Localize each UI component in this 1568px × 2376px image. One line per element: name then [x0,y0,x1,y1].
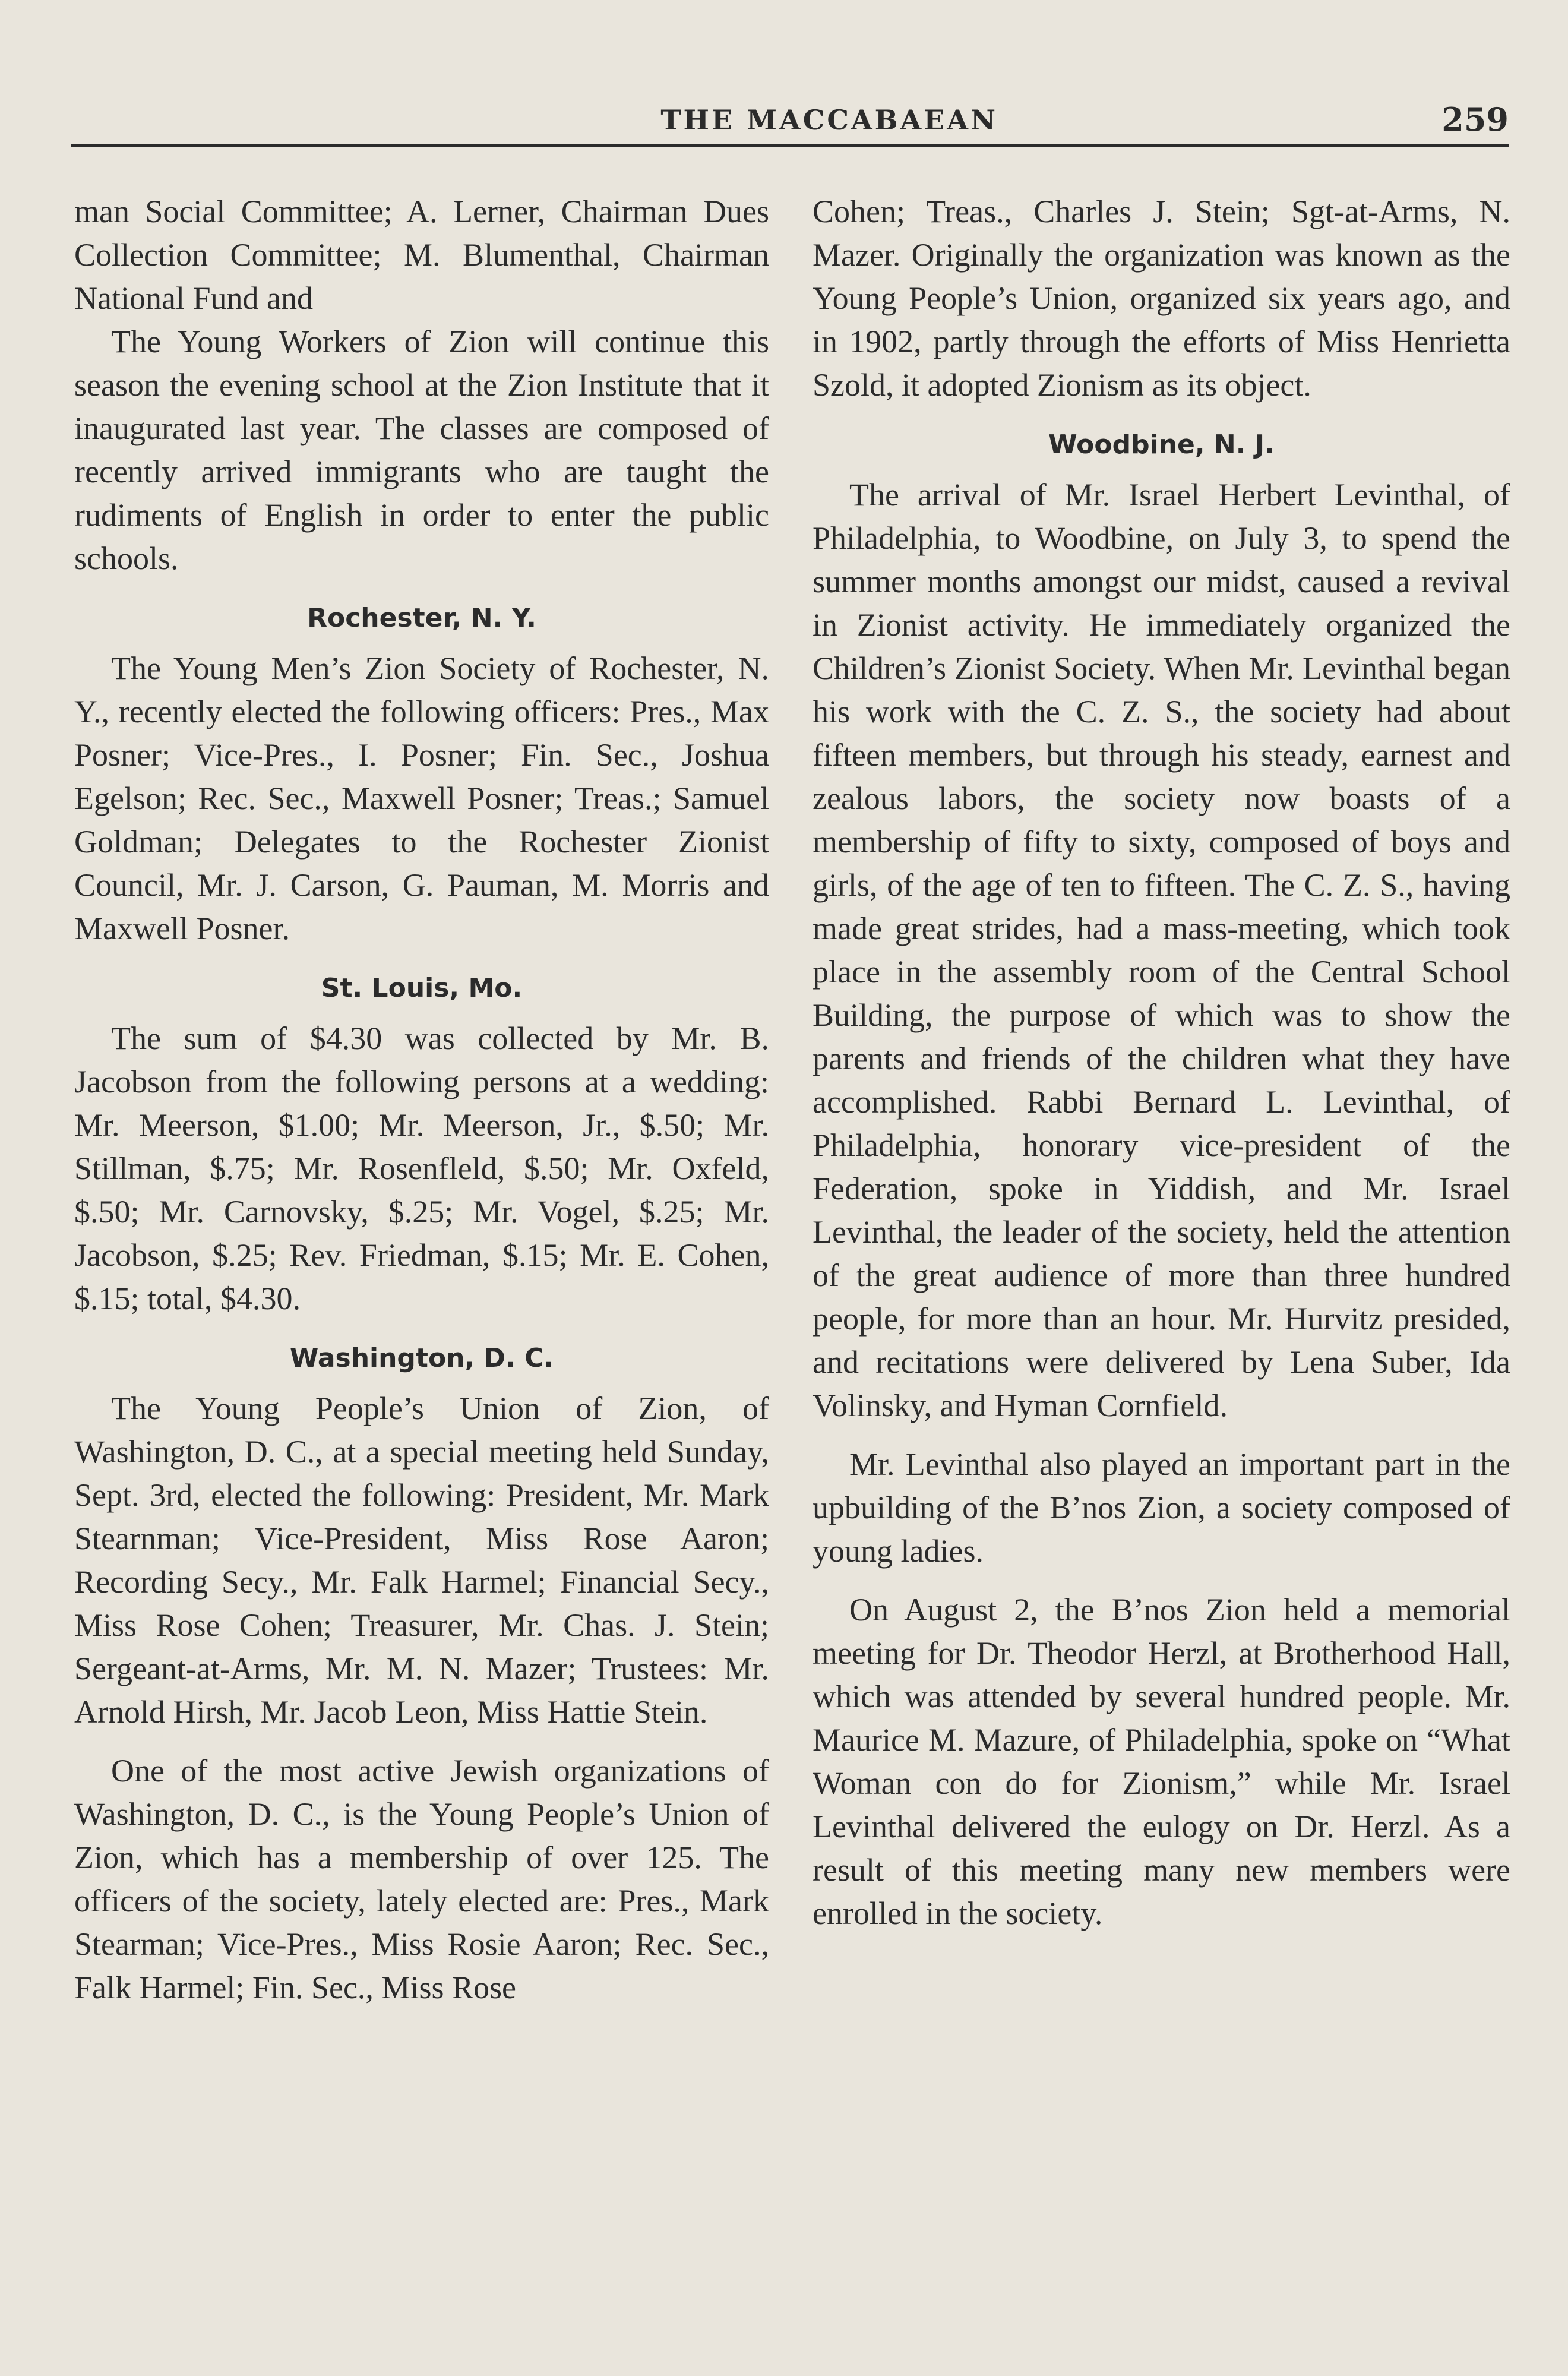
paragraph-continued: man Social Committee; A. Lerner, Chairman Dues Collection Committee; M. Blumenthal, Chairman National Fund and [74,194,769,316]
paragraph-st-louis: The sum of $4.30 was collected by Mr. B. Jacobson from the following persons at a wedding: Mr. Meerson, $1.00; Mr. Meerson, Jr., $.50; Mr. Stillman, $.75; Mr. Rosenfleld, $.50; Mr. Oxfeld, $.50; Mr. Carnovsky, $.25; Mr. Vogel, $.25; Mr. Jacobson, $.25; Rev. Friedman, $.15; Mr. E. Cohen, $.15; total, $4.30. [74,1020,769,1316]
paragraph-woodbine-arrival: The arrival of Mr. Israel Herbert Levinthal, of Philadelphia, to Woodbine, on July 3, to spend the summer months amongst our midst, caused a revival in Zionist activity. He immediately organized the Children’s Zionist Society. When Mr. Levinthal began his work with the C. Z. S., the society had about fifteen members, but through his steady, earnest and zealous labors, the society now boasts of a membership of fifty to sixty, composed of boys and girls, of the age of ten to fifteen. The C. Z. S., having made great strides, had a mass-meeting, which took place in the assembly room of the Central School Building, the purpose of which was to show the parents and friends of the children what they have accomplished. Rabbi Bernard L. Levinthal, of Philadelphia, honorary vice-president of the Federation, spoke in Yiddish, and Mr. Israel Levinthal, the leader of the society, held the attention of the great audience of more than three hundred people, for more than an hour. Mr. Hurvitz presided, and recitations were delivered by Lena Suber, Ida Volinsky, and Hyman Cornfield. [813,477,1510,1423]
section-heading-washington: Washington, D. C. [289,1343,554,1373]
page-number: 259 [1441,100,1509,138]
paragraph-zion-institute: The Young Workers of Zion will continue this season the evening school at the Zion Institute that it inaugurated last year. The classes are composed of recently arrived immigrants who are taught the rudiments of English in order to enter the public schools. [74,324,769,576]
paragraph-washington-election: The Young People’s Union of Zion, of Washington, D. C., at a special meeting held Sunday, Sept. 3rd, elected the following: President, Mr. Mark Stearnman; Vice-President, Miss Rose Aaron; Recording Secy., Mr. Falk Harmel; Financial Secy., Miss Rose Cohen; Treasurer, Mr. Chas. J. Stein; Sergeant-at-Arms, Mr. M. N. Mazer; Trustees: Mr. Arnold Hirsh, Mr. Jacob Leon, Miss Hattie Stein. [74,1391,769,1730]
left-column [74,190,769,2010]
paragraph-bnos-zion: Mr. Levinthal also played an important part in the upbuilding of the B’nos Zion, a society composed of young ladies. [813,1446,1510,1569]
paragraph-rochester: The Young Men’s Zion Society of Rochester, N. Y., recently elected the following officers: Pres., Max Posner; Vice-Pres., I. Posner; Fin. Sec., Joshua Egelson; Rec. Sec., Maxwell Posner; Treas.; Samuel Goldman; Delegates to the Rochester Zionist Council, Mr. J. Carson, G. Pauman, M. Morris and Maxwell Posner. [74,650,769,946]
running-title: THE MACCABAEAN [660,104,998,136]
page-header [71,98,1509,146]
paragraph-washington-union: One of the most active Jewish organizations of Washington, D. C., is the Young People’s Union of Zion, which has a membership of over 125. The officers of the society, lately elected are: Pres., Mark Stearman; Vice-Pres., Miss Rosie Aaron; Rec. Sec., Falk Harmel; Fin. Sec., Miss Rose [74,1753,769,2005]
header-rule [71,144,1509,147]
section-heading-rochester: Rochester, N. Y. [307,603,536,633]
section-heading-woodbine: Woodbine, N. J. [1048,429,1275,460]
paragraph-washington-continued: Cohen; Treas., Charles J. Stein; Sgt-at-Arms, N. Mazer. Originally the organization was known as the Young People’s Union, organized six years ago, and in 1902, partly through the efforts of Miss Henrietta Szold, it adopted Zionism as its object. [813,194,1510,403]
section-heading-st-louis: St. Louis, Mo. [321,973,523,1003]
paragraph-herzl-memorial: On August 2, the B’nos Zion held a memorial meeting for Dr. Theodor Herzl, at Brotherhood Hall, which was attended by several hundred people. Mr. Maurice M. Mazure, of Philadelphia, spoke on “What Woman con do for Zionism,” while Mr. Israel Levinthal delivered the eulogy on Dr. Herzl. As a result of this meeting many new members were enrolled in the society. [813,1592,1510,1931]
right-column [813,190,1510,1935]
